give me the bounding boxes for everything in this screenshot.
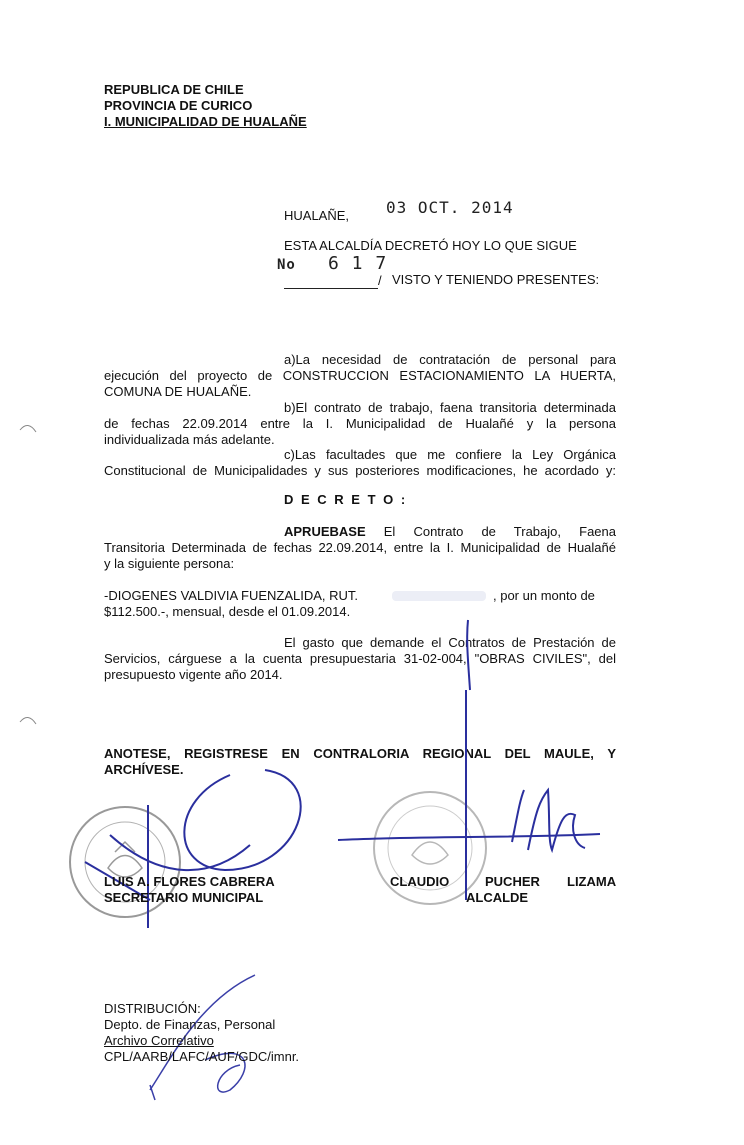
republic-line: REPUBLICA DE CHILE: [104, 82, 244, 97]
persona-line-2: $112.500.-, mensual, desde el 01.09.2014.: [104, 604, 351, 619]
distribution-line-1: Depto. de Finanzas, Personal: [104, 1017, 276, 1032]
distribution-line-2: Archivo Correlativo: [104, 1033, 214, 1048]
anotese-paragraph: ANOTESE, REGISTRESE EN CONTRALORIA REGIONAL DEL MAULE, Y ARCHÍVESE.: [104, 746, 616, 777]
distribution-line-3: CPL/AARB/LAFC/AUF/GDC/imnr.: [104, 1049, 300, 1064]
right-signer-name-2: PUCHER: [485, 874, 540, 889]
right-signer-title: ALCALDE: [466, 890, 529, 905]
date-stamp: 03 OCT. 2014: [386, 198, 514, 217]
place-label: HUALAÑE,: [284, 208, 350, 223]
punch-hole-mark: [20, 717, 36, 724]
decree-number: 6 1 7: [328, 253, 388, 274]
decreto-title: D E C R E T O :: [284, 492, 408, 507]
province-line: PROVINCIA DE CURICO: [104, 98, 253, 113]
distribution-title: DISTRIBUCIÓN:: [104, 1001, 201, 1016]
decree-intro: ESTA ALCALDÍA DECRETÓ HOY LO QUE SIGUE: [284, 238, 577, 253]
considerando-a: a)La necesidad de contratación de personal para ejecución del proyecto de CONSTRUCCION ESTACIONAMIENTO LA HUERTA, COMUNA DE HUALAÑE.: [104, 352, 616, 399]
municipality-line: I. MUNICIPALIDAD DE HUALAÑE: [104, 114, 307, 129]
apruebase-keyword: APRUEBASE: [284, 524, 366, 539]
considerando-b: b)El contrato de trabajo, faena transitoria determinada de fechas 22.09.2014 entre la I. Municipalidad de Hualañé y la persona individualizada más adelante.: [104, 400, 616, 447]
left-signer-title: SECRETARIO MUNICIPAL: [104, 890, 264, 905]
right-signer-name-3: LIZAMA: [567, 874, 617, 889]
apruebase-paragraph: APRUEBASE El Contrato de Trabajo, Faena Transitoria Determinada de fechas 22.09.2014, entre la I. Municipalidad de Hualañé y la siguiente persona:: [104, 524, 616, 571]
visto-heading: VISTO Y TENIENDO PRESENTES:: [392, 272, 600, 287]
left-signer-name: LUIS A. FLORES CABRERA: [104, 874, 275, 889]
punch-hole-mark: [20, 425, 36, 432]
persona-line-1b: , por un monto de: [493, 588, 595, 603]
right-signature: [338, 620, 600, 900]
right-signer-name-1: CLAUDIO: [390, 874, 450, 889]
considerando-c: c)Las facultades que me confiere la Ley Orgánica Constitucional de Municipalidades y sus posteriores modificaciones, he acordado y:: [104, 447, 616, 478]
persona-line-1a: -DIOGENES VALDIVIA FUENZALIDA, RUT.: [104, 588, 359, 603]
decree-number-label: No: [277, 257, 296, 273]
gasto-paragraph: El gasto que demande el Contratos de Prestación de Servicios, cárguese a la cuenta presupuestaria 31-02-004, "OBRAS CIVILES", del presupuesto vigente año 2014.: [104, 635, 616, 682]
